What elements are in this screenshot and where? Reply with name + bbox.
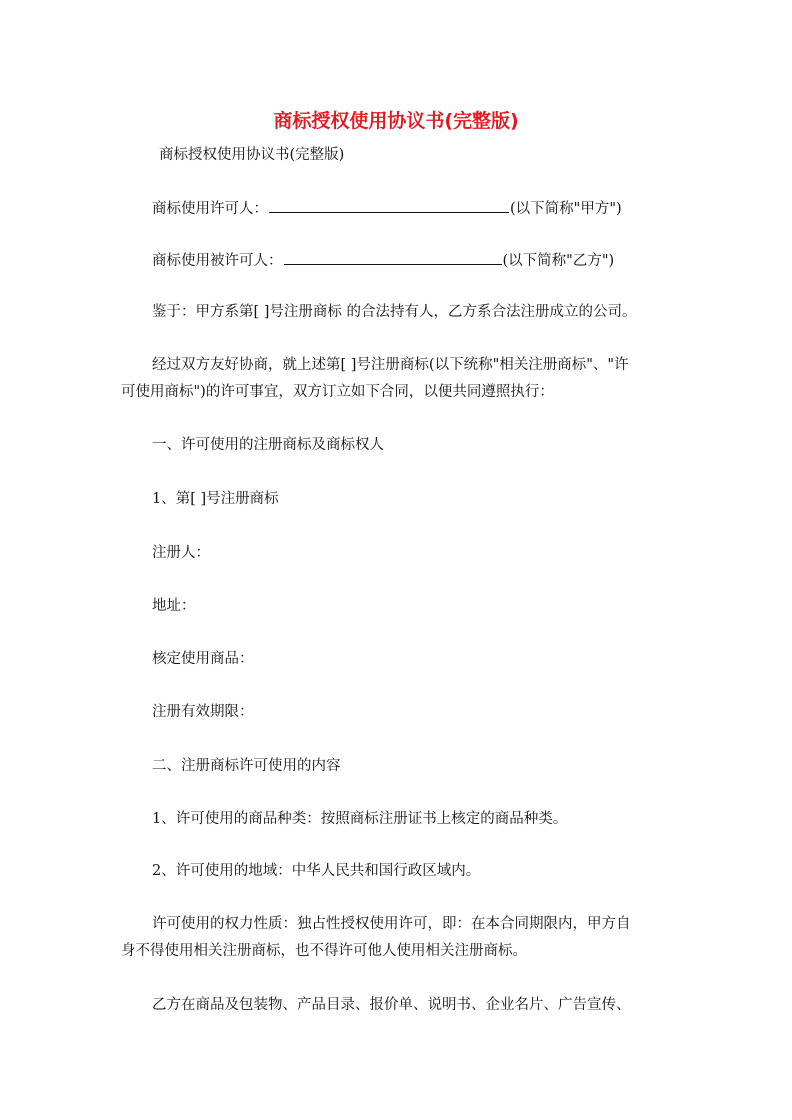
validity-field: 注册有效期限： bbox=[152, 704, 254, 720]
agreement-paragraph-line-1: 经过双方友好协商，就上述第[ ]号注册商标(以下统称"相关注册商标"、"许 bbox=[152, 357, 629, 373]
licensor-suffix: (以下简称"甲方") bbox=[510, 201, 622, 217]
licensee-label: 商标使用被许可人： bbox=[152, 253, 283, 269]
licensor-label: 商标使用许可人： bbox=[152, 201, 268, 217]
section-2-heading: 二、注册商标许可使用的内容 bbox=[152, 758, 341, 774]
registrant-field: 注册人： bbox=[152, 545, 210, 561]
licensee-suffix: (以下简称"乙方") bbox=[502, 253, 615, 269]
licensee-blank bbox=[284, 250, 502, 265]
document-title: 商标授权使用协议书(完整版) bbox=[273, 110, 519, 132]
section-1-heading: 一、许可使用的注册商标及商标权人 bbox=[152, 437, 384, 453]
licensee-line bbox=[152, 250, 614, 271]
document-subtitle: 商标授权使用协议书(完整版) bbox=[159, 147, 345, 163]
agreement-paragraph-line-2: 可使用商标")的许可事宜，双方订立如下合同，以便共同遵照执行： bbox=[121, 384, 554, 400]
license-nature-line-1: 许可使用的权力性质：独占性授权使用许可，即：在本合同期限内，甲方自 bbox=[152, 916, 631, 932]
recital-paragraph: 鉴于：甲方系第[ ]号注册商标 的合法持有人，乙方系合法注册成立的公司。 bbox=[152, 304, 637, 320]
usage-paragraph-line-1: 乙方在商品及包装物、产品目录、报价单、说明书、企业名片、广告宣传、 bbox=[152, 997, 631, 1013]
section-1-item-1: 1、第[ ]号注册商标 bbox=[152, 491, 279, 507]
section-2-item-1: 1、许可使用的商品种类：按照商标注册证书上核定的商品种类。 bbox=[152, 811, 568, 827]
license-nature-line-2: 身不得使用相关注册商标，也不得许可他人使用相关注册商标。 bbox=[121, 943, 527, 959]
approved-goods-field: 核定使用商品： bbox=[152, 651, 254, 667]
licensor-blank bbox=[269, 198, 509, 213]
licensor-line bbox=[152, 198, 622, 219]
address-field: 地址： bbox=[152, 598, 196, 614]
section-2-item-2: 2、许可使用的地域：中华人民共和国行政区域内。 bbox=[152, 863, 481, 879]
